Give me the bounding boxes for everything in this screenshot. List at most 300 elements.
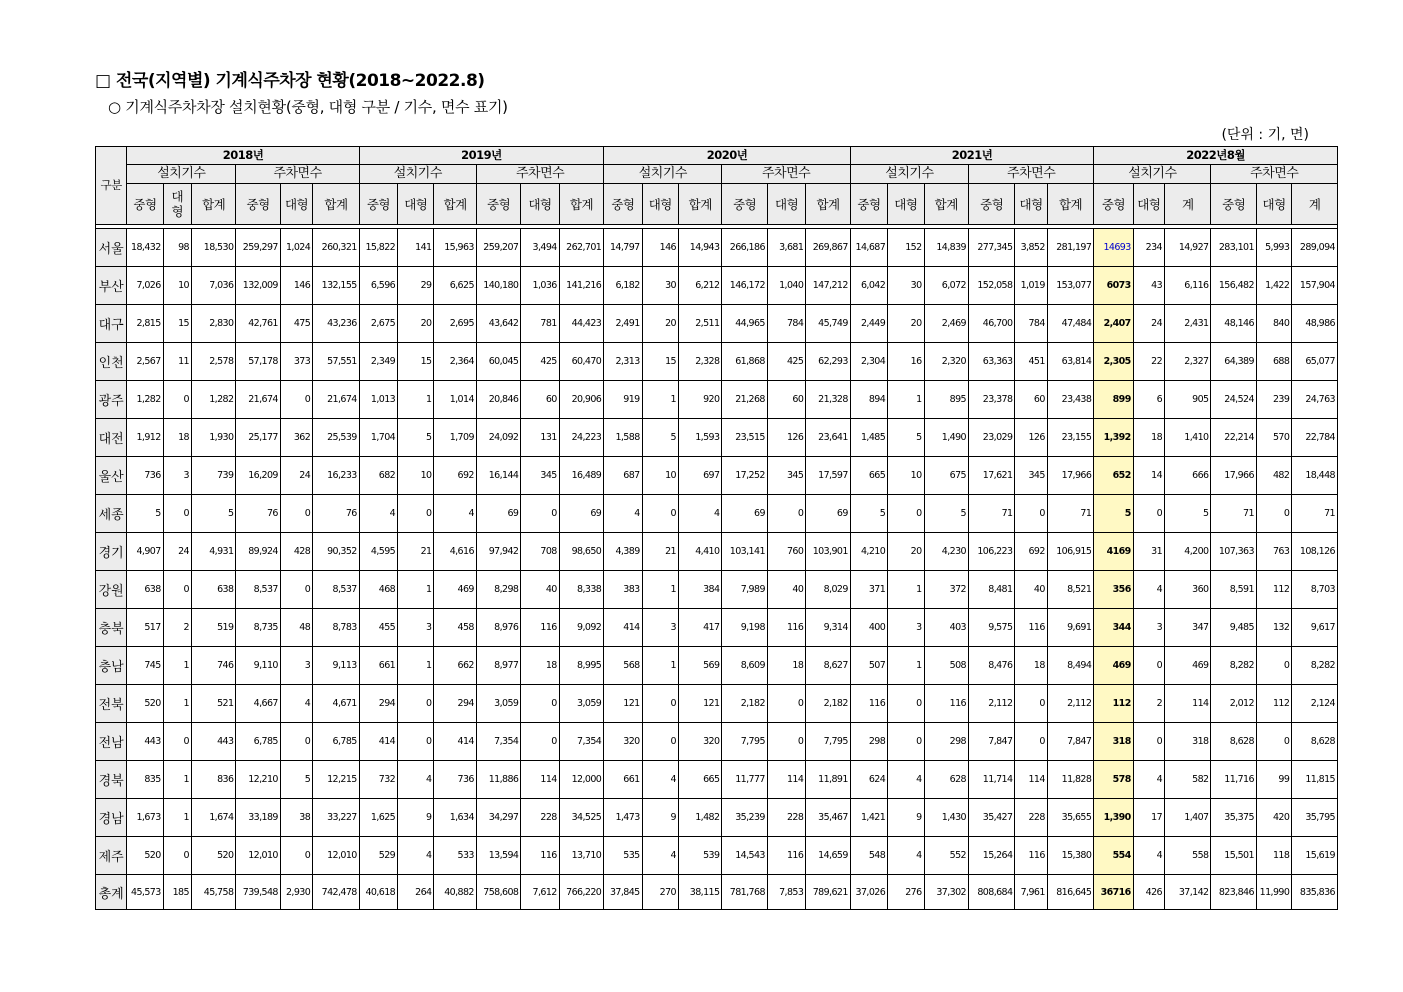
table-cell: 262,701 <box>559 229 604 267</box>
table-cell: 1,019 <box>1015 267 1047 305</box>
table-cell: 520 <box>127 685 163 723</box>
table-cell: 675 <box>924 457 968 495</box>
table-cell: 294 <box>359 685 397 723</box>
year-header-2021: 2021년 <box>850 147 1094 165</box>
table-cell: 0 <box>1256 495 1291 533</box>
region-label: 울산 <box>96 457 127 495</box>
table-cell: 8,521 <box>1047 571 1094 609</box>
table-cell: 0 <box>280 381 312 419</box>
table-cell: 320 <box>604 723 642 761</box>
page-title: □ 전국(지역별) 기계식주차장 현황(2018~2022.8) <box>95 71 485 91</box>
table-cell: 0 <box>1256 647 1291 685</box>
table-cell: 69 <box>722 495 767 533</box>
table-cell: 739,548 <box>236 875 280 910</box>
table-cell: 4,671 <box>313 685 360 723</box>
table-cell: 7,612 <box>521 875 559 910</box>
table-cell: 114 <box>1015 761 1047 799</box>
table-cell: 69 <box>559 495 604 533</box>
group-header-spaces: 주차면수 <box>1211 165 1338 184</box>
table-cell: 2,449 <box>850 305 887 343</box>
table-cell: 116 <box>1015 609 1047 647</box>
table-cell: 9,110 <box>236 647 280 685</box>
table-row <box>96 343 1338 381</box>
table-cell: 0 <box>1133 647 1164 685</box>
table-cell: 37,026 <box>850 875 887 910</box>
table-cell: 662 <box>434 647 476 685</box>
table-cell: 1,282 <box>127 381 163 419</box>
table-cell: 781 <box>521 305 559 343</box>
table-cell: 228 <box>767 799 805 837</box>
table-cell: 37,302 <box>924 875 968 910</box>
table-cell: 1,036 <box>521 267 559 305</box>
table-cell: 283,101 <box>1211 229 1256 267</box>
col-header-mid: 중형 <box>604 184 642 225</box>
table-cell: 47,484 <box>1047 305 1094 343</box>
table-cell: 103,901 <box>806 533 851 571</box>
table-cell: 7,853 <box>767 875 805 910</box>
group-header-spaces: 주차면수 <box>968 165 1093 184</box>
table-cell: 38 <box>280 799 312 837</box>
table-cell: 535 <box>604 837 642 875</box>
col-header-sum: 합계 <box>434 184 476 225</box>
table-cell: 114 <box>1165 685 1211 723</box>
table-cell: 628 <box>924 761 968 799</box>
table-cell: 345 <box>767 457 805 495</box>
table-cell: 42,761 <box>236 305 280 343</box>
table-cell: 6,785 <box>236 723 280 761</box>
table-row <box>96 381 1338 419</box>
table-cell: 373 <box>280 343 312 381</box>
table-cell: 106,915 <box>1047 533 1094 571</box>
table-cell: 455 <box>359 609 397 647</box>
table-cell: 16,209 <box>236 457 280 495</box>
table-cell: 157,904 <box>1292 267 1338 305</box>
table-cell: 816,645 <box>1047 875 1094 910</box>
table-cell: 35,375 <box>1211 799 1256 837</box>
table-cell: 6,212 <box>679 267 722 305</box>
table-cell: 71 <box>1047 495 1094 533</box>
table-cell: 0 <box>888 685 924 723</box>
region-label: 서울 <box>96 229 127 267</box>
region-label: 부산 <box>96 267 127 305</box>
table-cell: 4 <box>359 495 397 533</box>
table-cell: 3 <box>163 457 191 495</box>
table-cell: 443 <box>191 723 235 761</box>
table-cell: 6,625 <box>434 267 476 305</box>
table-cell: 661 <box>604 761 642 799</box>
table-cell: 687 <box>604 457 642 495</box>
table-cell: 35,795 <box>1292 799 1338 837</box>
table-cell: 2,349 <box>359 343 397 381</box>
table-cell: 9 <box>642 799 678 837</box>
table-cell: 0 <box>398 723 434 761</box>
table-cell: 0 <box>163 837 191 875</box>
table-cell: 14,543 <box>722 837 767 875</box>
table-cell: 458 <box>434 609 476 647</box>
table-cell: 11,886 <box>476 761 520 799</box>
table-cell: 5,993 <box>1256 229 1291 267</box>
table-cell: 475 <box>280 305 312 343</box>
table-cell: 22,784 <box>1292 419 1338 457</box>
table-cell: 4 <box>398 837 434 875</box>
table-cell: 1,013 <box>359 381 397 419</box>
table-cell: 15,380 <box>1047 837 1094 875</box>
table-cell: 8,476 <box>968 647 1014 685</box>
table-cell: 517 <box>127 609 163 647</box>
table-cell: 12,010 <box>313 837 360 875</box>
table-cell: 23,641 <box>806 419 851 457</box>
table-cell: 2,567 <box>127 343 163 381</box>
table-cell: 63,814 <box>1047 343 1094 381</box>
table-cell: 665 <box>679 761 722 799</box>
table-cell: 23,515 <box>722 419 767 457</box>
table-cell: 62,293 <box>806 343 851 381</box>
table-cell: 835,836 <box>1292 875 1338 910</box>
table-cell: 400 <box>850 609 887 647</box>
table-cell: 414 <box>434 723 476 761</box>
table-cell: 0 <box>767 495 805 533</box>
col-header-large: 대형 <box>1133 184 1164 225</box>
table-cell: 103,141 <box>722 533 767 571</box>
table-cell: 57,178 <box>236 343 280 381</box>
table-cell: 22 <box>1133 343 1164 381</box>
table-cell: 24,092 <box>476 419 520 457</box>
table-cell: 0 <box>642 723 678 761</box>
table-cell: 7,795 <box>806 723 851 761</box>
table-cell: 9,485 <box>1211 609 1256 647</box>
table-cell: 652 <box>1094 457 1133 495</box>
col-header-sum: 합계 <box>191 184 235 225</box>
page-subtitle: ○ 기계식주차차장 설치현황(중형, 대형 구분 / 기수, 면수 표기) <box>108 98 508 116</box>
col-header-mid: 중형 <box>722 184 767 225</box>
table-cell: 112 <box>1256 685 1291 723</box>
table-cell: 106,223 <box>968 533 1014 571</box>
table-cell: 31 <box>1133 533 1164 571</box>
table-cell: 507 <box>850 647 887 685</box>
col-header-sum: 합계 <box>559 184 604 225</box>
table-cell: 132 <box>1256 609 1291 647</box>
table-cell: 739 <box>191 457 235 495</box>
table-cell: 23,029 <box>968 419 1014 457</box>
table-cell: 451 <box>1015 343 1047 381</box>
table-cell: 14,943 <box>679 229 722 267</box>
table-cell: 5 <box>850 495 887 533</box>
table-cell: 558 <box>1165 837 1211 875</box>
table-cell: 15,619 <box>1292 837 1338 875</box>
table-cell: 18 <box>767 647 805 685</box>
table-cell: 71 <box>1211 495 1256 533</box>
table-cell: 116 <box>767 609 805 647</box>
table-cell: 552 <box>924 837 968 875</box>
table-cell: 1,673 <box>127 799 163 837</box>
region-label: 광주 <box>96 381 127 419</box>
table-cell: 4 <box>679 495 722 533</box>
table-cell: 403 <box>924 609 968 647</box>
col-header-total: 계 <box>1165 184 1211 225</box>
table-cell: 760 <box>767 533 805 571</box>
table-cell: 1,473 <box>604 799 642 837</box>
table-cell: 1 <box>163 647 191 685</box>
table-cell: 4 <box>434 495 476 533</box>
table-cell: 763 <box>1256 533 1291 571</box>
col-header-mid: 중형 <box>359 184 397 225</box>
table-cell: 919 <box>604 381 642 419</box>
col-header-large: 대형 <box>1256 184 1291 225</box>
col-header-mid: 중형 <box>1211 184 1256 225</box>
region-label: 경남 <box>96 799 127 837</box>
table-row <box>96 799 1338 837</box>
table-cell: 108,126 <box>1292 533 1338 571</box>
table-cell: 7,036 <box>191 267 235 305</box>
table-cell: 746 <box>191 647 235 685</box>
table-cell: 736 <box>127 457 163 495</box>
table-row <box>96 723 1338 761</box>
table-cell: 16,233 <box>313 457 360 495</box>
table-cell: 2,578 <box>191 343 235 381</box>
table-cell: 16,489 <box>559 457 604 495</box>
table-cell: 1,709 <box>434 419 476 457</box>
table-cell: 11,891 <box>806 761 851 799</box>
table-cell: 4 <box>1133 837 1164 875</box>
table-cell: 0 <box>398 495 434 533</box>
table-cell: 1,912 <box>127 419 163 457</box>
table-cell: 141,216 <box>559 267 604 305</box>
table-cell: 1,490 <box>924 419 968 457</box>
table-cell: 57,551 <box>313 343 360 381</box>
table-cell: 3,059 <box>559 685 604 723</box>
region-label: 경북 <box>96 761 127 799</box>
table-cell: 15,264 <box>968 837 1014 875</box>
table-cell: 5 <box>1094 495 1133 533</box>
table-row <box>96 647 1338 685</box>
table-cell: 0 <box>163 571 191 609</box>
table-cell: 8,628 <box>1292 723 1338 761</box>
table-cell: 98,650 <box>559 533 604 571</box>
table-cell: 1 <box>398 571 434 609</box>
table-cell: 0 <box>163 723 191 761</box>
table-cell: 11,990 <box>1256 875 1291 910</box>
table-cell: 789,621 <box>806 875 851 910</box>
table-cell: 71 <box>968 495 1014 533</box>
table-cell: 1,704 <box>359 419 397 457</box>
table-cell: 112 <box>1094 685 1133 723</box>
table-cell: 8,282 <box>1211 647 1256 685</box>
col-header-mid: 중형 <box>476 184 520 225</box>
table-cell: 11 <box>163 343 191 381</box>
table-cell: 12,210 <box>236 761 280 799</box>
table-cell: 1 <box>163 685 191 723</box>
table-cell: 420 <box>1256 799 1291 837</box>
table-cell: 8,537 <box>236 571 280 609</box>
table-cell: 1 <box>888 571 924 609</box>
table-cell: 259,207 <box>476 229 520 267</box>
table-cell: 0 <box>767 685 805 723</box>
col-header-large: 대형 <box>521 184 559 225</box>
table-cell: 4,200 <box>1165 533 1211 571</box>
table-cell: 1,390 <box>1094 799 1133 837</box>
table-cell: 6,596 <box>359 267 397 305</box>
table-cell: 414 <box>359 723 397 761</box>
table-cell: 1 <box>398 647 434 685</box>
table-cell: 781,768 <box>722 875 767 910</box>
table-cell: 25,177 <box>236 419 280 457</box>
table-row <box>96 267 1338 305</box>
table-cell: 9,198 <box>722 609 767 647</box>
table-cell: 116 <box>924 685 968 723</box>
table-cell: 23,155 <box>1047 419 1094 457</box>
table-cell: 425 <box>767 343 805 381</box>
col-header-sum: 합계 <box>679 184 722 225</box>
table-cell: 521 <box>191 685 235 723</box>
table-cell: 8,995 <box>559 647 604 685</box>
region-label: 제주 <box>96 837 127 875</box>
table-cell: 1 <box>642 381 678 419</box>
table-cell: 8,735 <box>236 609 280 647</box>
table-cell: 360 <box>1165 571 1211 609</box>
table-row <box>96 419 1338 457</box>
table-cell: 12,215 <box>313 761 360 799</box>
table-cell: 2,364 <box>434 343 476 381</box>
table-cell: 529 <box>359 837 397 875</box>
table-cell: 20 <box>398 305 434 343</box>
table-cell: 7,847 <box>1047 723 1094 761</box>
table-cell: 539 <box>679 837 722 875</box>
table-cell: 7,026 <box>127 267 163 305</box>
table-cell: 45,749 <box>806 305 851 343</box>
table-cell: 8,628 <box>1211 723 1256 761</box>
table-cell: 4 <box>1133 761 1164 799</box>
table-cell: 40 <box>767 571 805 609</box>
table-cell: 732 <box>359 761 397 799</box>
table-cell: 116 <box>521 609 559 647</box>
table-cell: 11,716 <box>1211 761 1256 799</box>
table-cell: 736 <box>434 761 476 799</box>
table-cell: 61,868 <box>722 343 767 381</box>
table-cell: 7,795 <box>722 723 767 761</box>
table-cell: 140,180 <box>476 267 520 305</box>
table-cell: 469 <box>434 571 476 609</box>
table-cell: 5 <box>888 419 924 457</box>
table-cell: 15 <box>163 305 191 343</box>
region-label: 경기 <box>96 533 127 571</box>
table-cell: 1,282 <box>191 381 235 419</box>
table-cell: 0 <box>280 571 312 609</box>
table-cell: 60,045 <box>476 343 520 381</box>
group-header-units: 설치기수 <box>127 165 236 184</box>
table-cell: 63,363 <box>968 343 1014 381</box>
table-row <box>96 837 1338 875</box>
table-cell: 7,961 <box>1015 875 1047 910</box>
table-cell: 18,432 <box>127 229 163 267</box>
table-cell: 76 <box>313 495 360 533</box>
table-cell: 836 <box>191 761 235 799</box>
parking-stats-table <box>95 146 1338 910</box>
table-cell: 1,625 <box>359 799 397 837</box>
col-header-mid: 중형 <box>236 184 280 225</box>
table-cell: 4,595 <box>359 533 397 571</box>
region-label: 대전 <box>96 419 127 457</box>
table-cell: 4 <box>604 495 642 533</box>
table-cell: 112 <box>1256 571 1291 609</box>
table-cell: 13,594 <box>476 837 520 875</box>
table-cell: 9,691 <box>1047 609 1094 647</box>
table-cell: 1 <box>888 647 924 685</box>
table-cell: 35,239 <box>722 799 767 837</box>
table-cell: 0 <box>280 495 312 533</box>
table-cell: 4,907 <box>127 533 163 571</box>
table-cell: 43 <box>1133 267 1164 305</box>
table-cell: 0 <box>642 495 678 533</box>
region-label: 총계 <box>96 875 127 910</box>
table-cell: 21,268 <box>722 381 767 419</box>
table-cell: 347 <box>1165 609 1211 647</box>
table-cell: 1,407 <box>1165 799 1211 837</box>
table-cell: 2,511 <box>679 305 722 343</box>
region-label: 대구 <box>96 305 127 343</box>
table-cell: 7,847 <box>968 723 1014 761</box>
table-cell: 11,815 <box>1292 761 1338 799</box>
table-cell: 520 <box>191 837 235 875</box>
table-cell: 4 <box>642 837 678 875</box>
table-cell: 114 <box>521 761 559 799</box>
table-cell: 10 <box>163 267 191 305</box>
table-cell: 8,627 <box>806 647 851 685</box>
table-cell: 25,539 <box>313 419 360 457</box>
table-cell: 2,327 <box>1165 343 1211 381</box>
region-label: 전북 <box>96 685 127 723</box>
table-cell: 1,430 <box>924 799 968 837</box>
table-cell: 0 <box>163 495 191 533</box>
table-cell: 905 <box>1165 381 1211 419</box>
table-cell: 14,687 <box>850 229 887 267</box>
table-cell: 20,906 <box>559 381 604 419</box>
table-cell: 146 <box>642 229 678 267</box>
table-cell: 98 <box>163 229 191 267</box>
col-header-large: 대형 <box>767 184 805 225</box>
table-cell: 3,681 <box>767 229 805 267</box>
table-cell: 44,965 <box>722 305 767 343</box>
table-cell: 24 <box>280 457 312 495</box>
table-cell: 578 <box>1094 761 1133 799</box>
table-cell: 6 <box>1133 381 1164 419</box>
unit-note: (단위 : 기, 면) <box>1221 127 1309 143</box>
table-cell: 2,012 <box>1211 685 1256 723</box>
table-cell: 5 <box>191 495 235 533</box>
table-cell: 2,112 <box>1047 685 1094 723</box>
table-cell: 8,537 <box>313 571 360 609</box>
table-cell: 2,695 <box>434 305 476 343</box>
table-cell: 2,830 <box>191 305 235 343</box>
table-cell: 33,227 <box>313 799 360 837</box>
table-cell: 426 <box>1133 875 1164 910</box>
table-cell: 8,609 <box>722 647 767 685</box>
table-cell: 71 <box>1292 495 1338 533</box>
table-cell: 21,674 <box>236 381 280 419</box>
table-cell: 1,634 <box>434 799 476 837</box>
table-cell: 666 <box>1165 457 1211 495</box>
table-total-row <box>96 875 1338 910</box>
table-cell: 21 <box>398 533 434 571</box>
table-cell: 6,042 <box>850 267 887 305</box>
table-row <box>96 305 1338 343</box>
table-cell: 7,354 <box>559 723 604 761</box>
table-cell: 1 <box>398 381 434 419</box>
table-cell: 146 <box>280 267 312 305</box>
table-cell: 35,655 <box>1047 799 1094 837</box>
table-cell: 0 <box>1256 723 1291 761</box>
table-cell: 131 <box>521 419 559 457</box>
table-cell: 21,328 <box>806 381 851 419</box>
